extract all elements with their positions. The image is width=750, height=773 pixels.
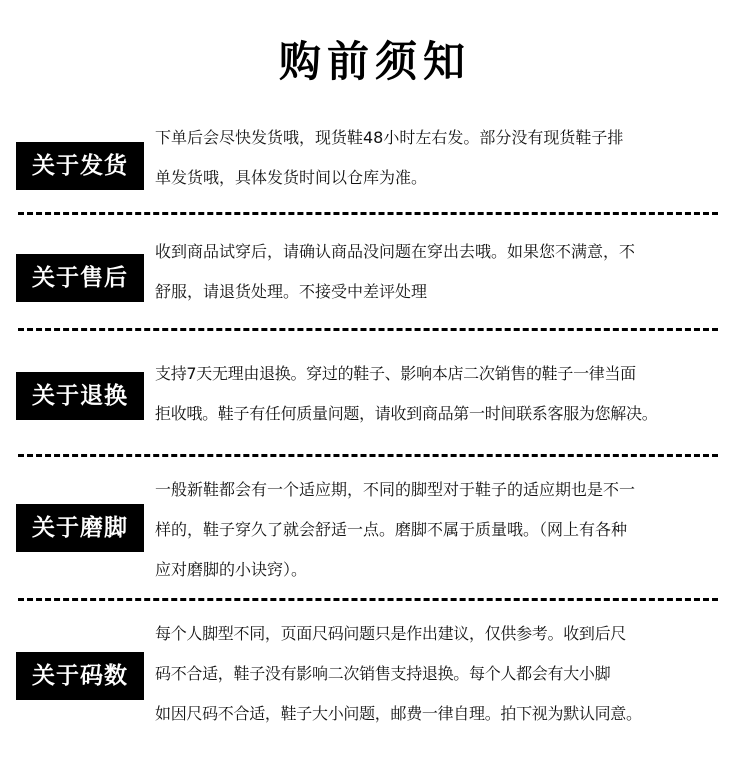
section-text-after-sales: 收到商品试穿后，请确认商品没问题在穿出去哦。如果您不满意，不 舒服，请退货处理。不接受中差评处理 — [155, 242, 636, 301]
section-text-returns: 支持7天无理由退换。穿过的鞋子、影响本店二次销售的鞋子一律当面 拒收哦。鞋子有任何质量问题，请收到商品第一时间联系客服为您解决。 — [155, 364, 658, 423]
dashed-divider — [18, 328, 718, 331]
section-label-break-in: 关于磨脚 — [16, 504, 144, 552]
dashed-divider — [18, 598, 718, 601]
section-text-shipping: 下单后会尽快发货哦，现货鞋48小时左右发。部分没有现货鞋子排 单发货哦，具体发货时间以仓库为准。 — [155, 128, 624, 187]
section-text-break-in: 一般新鞋都会有一个适应期，不同的脚型对于鞋子的适应期也是不一 样的，鞋子穿久了就会舒适一点。磨脚不属于质量哦。（网上有各种 应对磨脚的小诀窍）。 — [155, 480, 636, 579]
dashed-divider — [18, 212, 718, 215]
section-label-shipping: 关于发货 — [16, 142, 144, 190]
section-label-sizing: 关于码数 — [16, 652, 144, 700]
section-label-returns: 关于退换 — [16, 372, 144, 420]
page-title: 购前须知 — [278, 37, 471, 86]
section-label-after-sales: 关于售后 — [16, 254, 144, 302]
dashed-divider — [18, 454, 718, 457]
section-text-sizing: 每个人脚型不同，页面尺码问题只是作出建议，仅供参考。收到后尺 码不合适，鞋子没有影响二次销售支持退换。每个人都会有大小脚 如因尺码不合适，鞋子大小问题，邮费一律自理。拍下视为默认同意。 — [155, 624, 642, 723]
